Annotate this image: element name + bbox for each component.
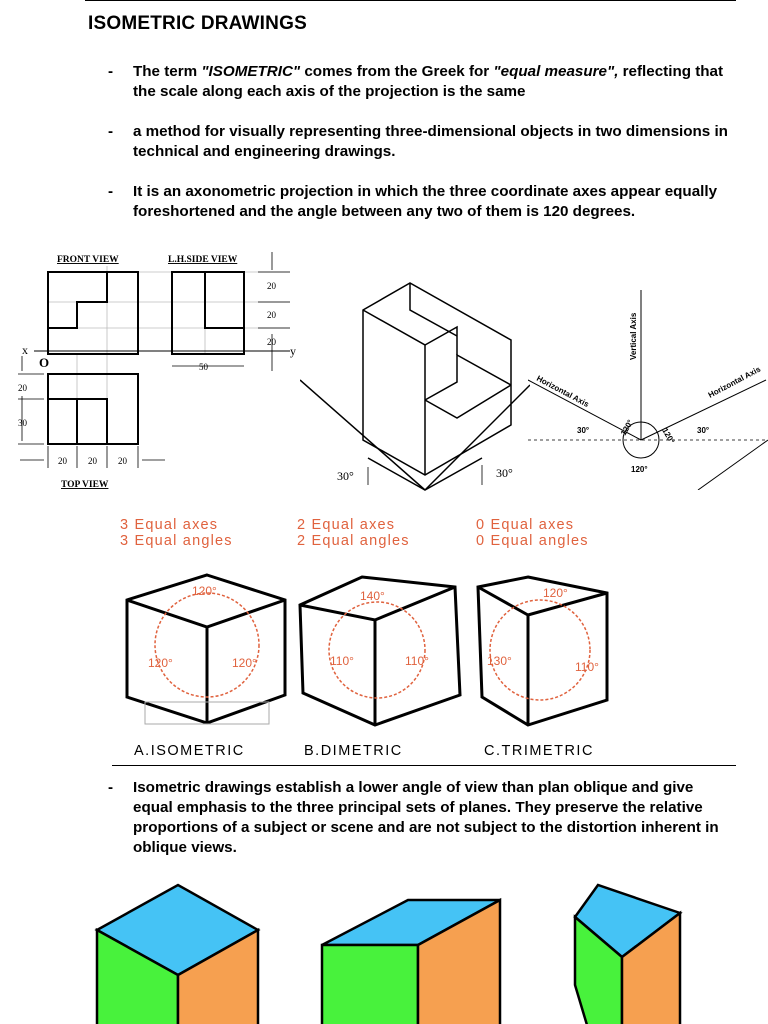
axonometric-comparison-figure bbox=[110, 505, 650, 765]
angle-120-right: 120° bbox=[660, 426, 677, 446]
vertical-axis-label: Vertical Axis bbox=[629, 312, 638, 360]
tri-angle-top: 120° bbox=[543, 586, 568, 600]
y-label: y bbox=[290, 344, 296, 358]
dim-caption: B.DIMETRIC bbox=[304, 743, 403, 759]
bullet-method bbox=[108, 122, 728, 162]
iso-axes-text: 3 Equal axes bbox=[120, 517, 219, 533]
bullet-greek-origin bbox=[108, 62, 728, 102]
dim-angle-top: 140° bbox=[360, 589, 385, 603]
tri-caption: C.TRIMETRIC bbox=[484, 743, 594, 759]
dim-axes-text: 2 Equal axes bbox=[297, 517, 396, 533]
dim-angle-left: 110° bbox=[330, 654, 354, 668]
isometric-object-outline bbox=[363, 283, 511, 475]
tri-axes-text: 0 Equal axes bbox=[476, 517, 575, 533]
tri-angle-left: 130° bbox=[487, 654, 512, 668]
x-label: x bbox=[22, 343, 28, 357]
side-view-outline bbox=[172, 272, 244, 354]
dim-height-3: 20 bbox=[267, 337, 276, 347]
text-pre: The term bbox=[133, 63, 202, 80]
bullet-dash: - bbox=[108, 183, 114, 200]
colored-cube-oblique bbox=[322, 900, 500, 1024]
page-title: ISOMETRIC DRAWINGS bbox=[88, 13, 307, 34]
side-view-label: L.H.SIDE VIEW bbox=[168, 255, 238, 265]
text-post: reflecting that the scale along each axis of the projection is the same bbox=[133, 63, 724, 100]
bullet-text: Isometric drawings establish a lower angle of view than plan oblique and give equal emphasis to the three principal sets of planes. They preserve the relative proportions of a subject or scene and are not subject to the distortion inherent in oblique views. bbox=[133, 779, 719, 856]
top-view-outline bbox=[48, 374, 138, 444]
text-emphasis-isometric: "ISOMETRIC" bbox=[201, 63, 301, 80]
tri-angle-right: 110° bbox=[575, 660, 599, 674]
dim-left-30: 30 bbox=[18, 418, 27, 428]
colored-cubes-figure bbox=[0, 875, 768, 1024]
iso-angle-top: 120° bbox=[192, 584, 217, 598]
dim-left-20: 20 bbox=[18, 383, 27, 393]
text-mid: comes from the Greek for bbox=[300, 63, 494, 80]
dim-angle-right: 110° bbox=[405, 654, 429, 668]
dim-width-50: 50 bbox=[199, 362, 208, 372]
horizontal-axis-left-label: Horizontal Axis bbox=[535, 373, 591, 409]
trimetric-cube bbox=[478, 577, 607, 725]
tri-angles-text: 0 Equal angles bbox=[476, 533, 589, 549]
bullet-dash: - bbox=[108, 63, 114, 80]
bullet-axonometric bbox=[108, 182, 728, 222]
angle-30-right: 30° bbox=[697, 426, 710, 435]
horizontal-axis-right-label: Horizontal Axis bbox=[706, 364, 763, 400]
isometric-cube bbox=[127, 575, 285, 724]
bullet-dash: - bbox=[108, 123, 114, 140]
dim-bottom-2: 20 bbox=[88, 456, 97, 466]
iso-angles-text: 3 Equal angles bbox=[120, 533, 233, 549]
origin-label: O bbox=[39, 355, 50, 370]
front-view-label: FRONT VIEW bbox=[57, 255, 119, 265]
angle-120-left: 120° bbox=[618, 418, 636, 437]
bullet-dash: - bbox=[108, 779, 114, 796]
colored-cube-trimetric bbox=[575, 885, 680, 1024]
isometric-object-figure bbox=[300, 270, 530, 495]
angle-left-30: 30° bbox=[337, 469, 354, 483]
text-emphasis-equal-measure: "equal measure", bbox=[493, 63, 619, 80]
isometric-axes-figure bbox=[528, 290, 768, 490]
dimetric-cube bbox=[300, 577, 460, 725]
iso-angle-left: 120° bbox=[148, 656, 173, 670]
bullet-text bbox=[133, 62, 728, 102]
angle-120-bottom: 120° bbox=[631, 465, 648, 474]
dimension-lines bbox=[18, 252, 290, 468]
bullet-isometric-benefits bbox=[108, 778, 728, 858]
dim-height-2: 20 bbox=[267, 310, 276, 320]
orthographic-views-figure bbox=[0, 246, 300, 496]
top-rule bbox=[85, 0, 736, 1]
section-divider bbox=[112, 765, 736, 766]
front-view-outline bbox=[48, 272, 138, 354]
bullet-text: a method for visually representing three-dimensional objects in two dimensions in technical and engineering drawings. bbox=[133, 123, 728, 160]
angle-right-30: 30° bbox=[496, 466, 513, 480]
top-view-label: TOP VIEW bbox=[61, 480, 109, 490]
dim-bottom-1: 20 bbox=[58, 456, 67, 466]
iso-angle-right: 120° bbox=[232, 656, 257, 670]
colored-cube-isometric bbox=[97, 885, 258, 1024]
iso-caption: A.ISOMETRIC bbox=[134, 743, 245, 759]
angle-30-left: 30° bbox=[577, 426, 590, 435]
dim-angles-text: 2 Equal angles bbox=[297, 533, 410, 549]
dim-bottom-3: 20 bbox=[118, 456, 127, 466]
bullet-text: It is an axonometric projection in which the three coordinate axes appear equally foreshortened and the angle between any two of them is 120 degrees. bbox=[133, 183, 718, 220]
dim-height-1: 20 bbox=[267, 281, 276, 291]
